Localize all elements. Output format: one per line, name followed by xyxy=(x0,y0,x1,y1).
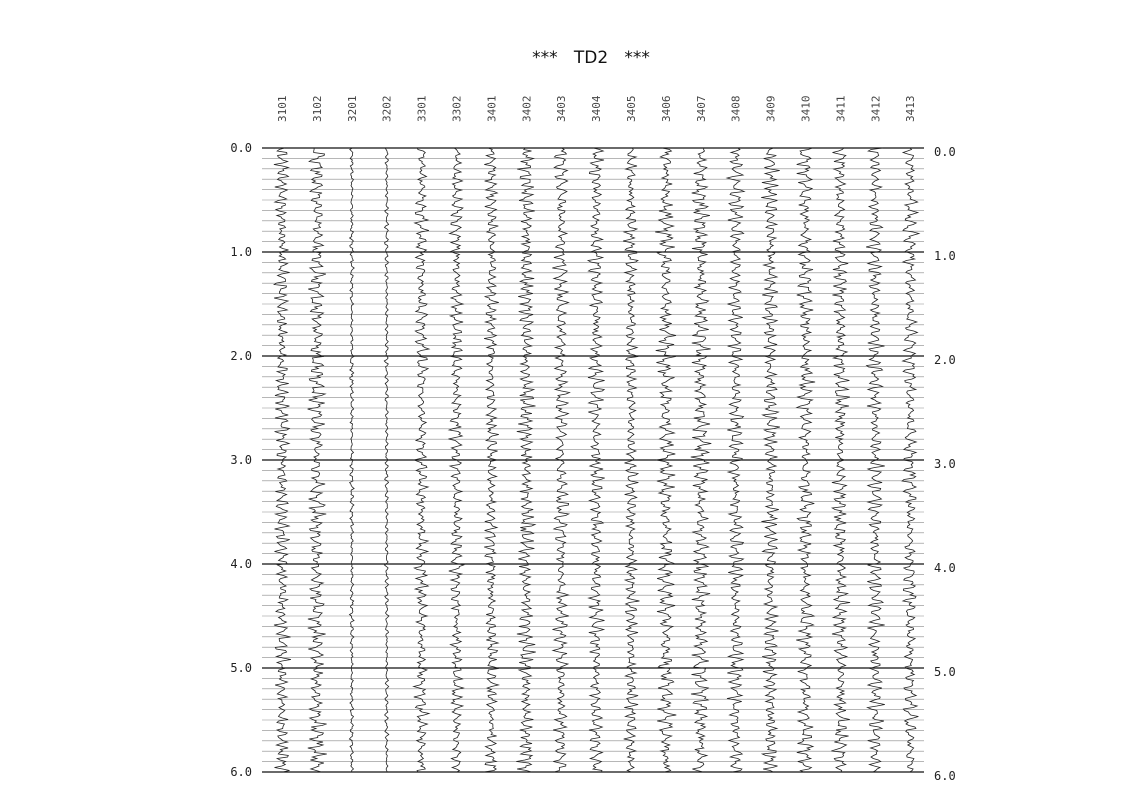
station-label-3401: 3401 xyxy=(485,95,499,122)
station-label-3404: 3404 xyxy=(590,95,604,122)
chart-title: *** TD2 *** xyxy=(532,48,650,68)
y-tick-label-left: 4.0 xyxy=(230,557,252,571)
station-label-3412: 3412 xyxy=(869,95,883,122)
station-label-3408: 3408 xyxy=(729,95,743,122)
station-label-3403: 3403 xyxy=(555,95,569,122)
y-tick-label-right: 3.0 xyxy=(934,457,956,471)
y-tick-label-right: 1.0 xyxy=(934,249,956,263)
y-tick-label-right: 4.0 xyxy=(934,561,956,575)
station-label-3411: 3411 xyxy=(834,95,848,122)
station-label-3409: 3409 xyxy=(764,95,778,122)
y-tick-label-left: 1.0 xyxy=(230,245,252,259)
station-label-3102: 3102 xyxy=(310,95,324,122)
station-label-3302: 3302 xyxy=(450,95,464,122)
station-label-3406: 3406 xyxy=(659,95,673,122)
station-label-3405: 3405 xyxy=(625,95,638,122)
station-label-3301: 3301 xyxy=(415,95,429,122)
y-tick-label-left: 5.0 xyxy=(230,661,252,675)
station-label-3413: 3413 xyxy=(904,95,918,122)
y-tick-label-right: 0.0 xyxy=(934,145,956,159)
station-label-3101: 3101 xyxy=(276,95,289,122)
y-tick-label-right: 2.0 xyxy=(934,353,956,367)
station-label-3407: 3407 xyxy=(694,95,708,122)
y-tick-label-right: 5.0 xyxy=(934,665,956,679)
station-label-3202: 3202 xyxy=(380,95,394,122)
station-label-3402: 3402 xyxy=(520,95,534,122)
y-tick-label-right: 6.0 xyxy=(934,769,956,783)
station-label-3410: 3410 xyxy=(799,95,813,122)
y-tick-label-left: 3.0 xyxy=(230,453,252,467)
y-tick-label-left: 6.0 xyxy=(230,765,252,779)
grid-layer xyxy=(262,148,924,772)
y-tick-label-left: 0.0 xyxy=(230,141,252,155)
station-label-3201: 3201 xyxy=(345,95,359,122)
y-tick-label-left: 2.0 xyxy=(230,349,252,363)
